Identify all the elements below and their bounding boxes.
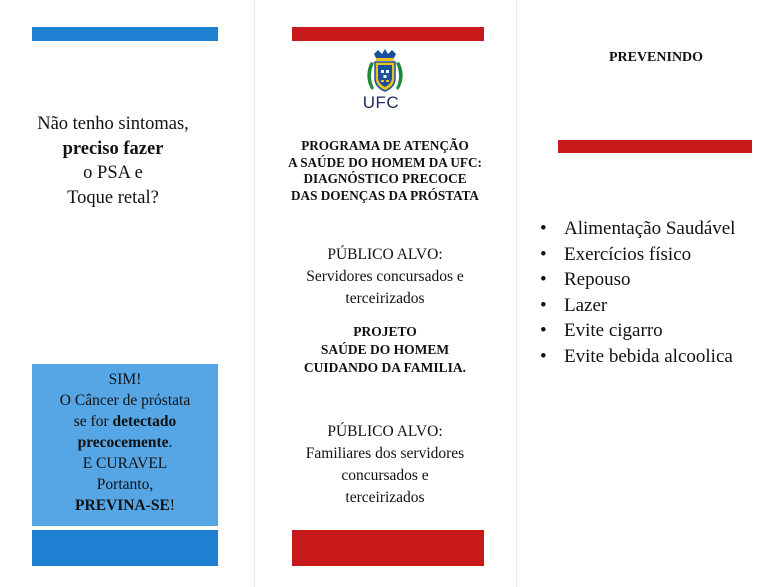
list-item — [540, 293, 735, 319]
target-audience-servers — [254, 244, 516, 310]
program-title-line-2: A SAÚDE DO HOMEM DA UFC: — [288, 154, 482, 170]
list-item — [540, 216, 735, 242]
project-line-1: PROJETO — [353, 324, 417, 339]
bullet-icon: • — [540, 294, 547, 316]
list-item — [540, 344, 735, 370]
list-item-label: Repouso — [564, 269, 631, 290]
question-line-3: o PSA e — [83, 163, 143, 183]
program-title — [254, 138, 516, 204]
list-item-label: Lazer — [564, 294, 608, 316]
answer-line-4-post: . — [168, 434, 173, 451]
answer-line-6: Portanto, — [96, 476, 154, 493]
prevention-list — [540, 216, 735, 369]
list-item-label: Evite bebida alcoolica — [564, 345, 733, 367]
answer-line-4-bold: precocemente — [77, 434, 169, 451]
bullet-icon: • — [540, 269, 547, 290]
bullet-icon: • — [540, 243, 547, 265]
question-line-2: preciso fazer — [62, 138, 164, 159]
bullet-icon: • — [540, 218, 547, 239]
list-item — [540, 267, 735, 293]
answer-line-4 — [32, 432, 218, 453]
project-title — [254, 323, 516, 377]
question-line-1: Não tenho sintomas, — [37, 114, 189, 134]
bullet-icon: • — [540, 345, 547, 367]
list-item — [540, 318, 735, 344]
audience1-line-2: terceirizados — [345, 290, 425, 307]
question-line-4: Toque retal? — [67, 187, 159, 208]
project-line-2: SAÚDE DO HOMEM — [320, 342, 450, 357]
section-red-bar — [558, 140, 752, 153]
answer-box — [32, 364, 218, 526]
middle-panel — [254, 0, 516, 587]
prevention-title: PREVENINDO — [608, 50, 704, 65]
project-line-3: CUIDANDO DA FAMILIA. — [303, 360, 467, 375]
answer-line-7 — [32, 495, 218, 516]
program-title-line-4: DAS DOENÇAS DA PRÓSTATA — [291, 187, 479, 203]
answer-line-2: O Câncer de próstata — [59, 392, 191, 409]
list-item-label: Exercícios físico — [564, 243, 692, 265]
bullet-icon: • — [540, 320, 547, 341]
top-red-bar — [292, 27, 484, 41]
program-title-line-3: DIAGNÓSTICO PRECOCE — [303, 171, 467, 186]
answer-line-7-post: ! — [169, 497, 175, 514]
audience2-line-1: Familiares dos servidores — [305, 445, 465, 462]
audience2-line-2: concursados e — [341, 467, 429, 484]
audience1-heading: PÚBLICO ALVO: — [327, 246, 443, 263]
audience2-heading: PÚBLICO ALVO: — [327, 423, 443, 440]
bottom-red-bar — [292, 530, 484, 566]
answer-line-7-bold: PREVINA-SE — [75, 497, 170, 514]
target-audience-families — [254, 421, 516, 509]
list-item-label: Evite cigarro — [564, 320, 663, 341]
top-blue-bar — [32, 27, 218, 41]
program-title-line-1: PROGRAMA DE ATENÇÃO — [301, 138, 469, 153]
answer-line-1: SIM! — [108, 371, 142, 388]
left-panel — [0, 0, 254, 587]
right-panel — [516, 0, 774, 587]
audience1-line-1: Servidores concursados e — [306, 268, 464, 285]
question-text — [0, 112, 226, 210]
ufc-logo-text: UFC — [362, 93, 400, 112]
list-item — [540, 242, 735, 268]
bottom-blue-bar — [32, 530, 218, 566]
answer-line-5: E CURAVEL — [82, 455, 168, 472]
audience2-line-3: terceirizados — [345, 489, 425, 506]
list-item-label: Alimentação Saudável — [564, 218, 736, 239]
answer-line-3-bold: detectado — [112, 413, 177, 430]
answer-line-3-pre: se for — [73, 413, 113, 430]
answer-line-3 — [32, 411, 218, 432]
